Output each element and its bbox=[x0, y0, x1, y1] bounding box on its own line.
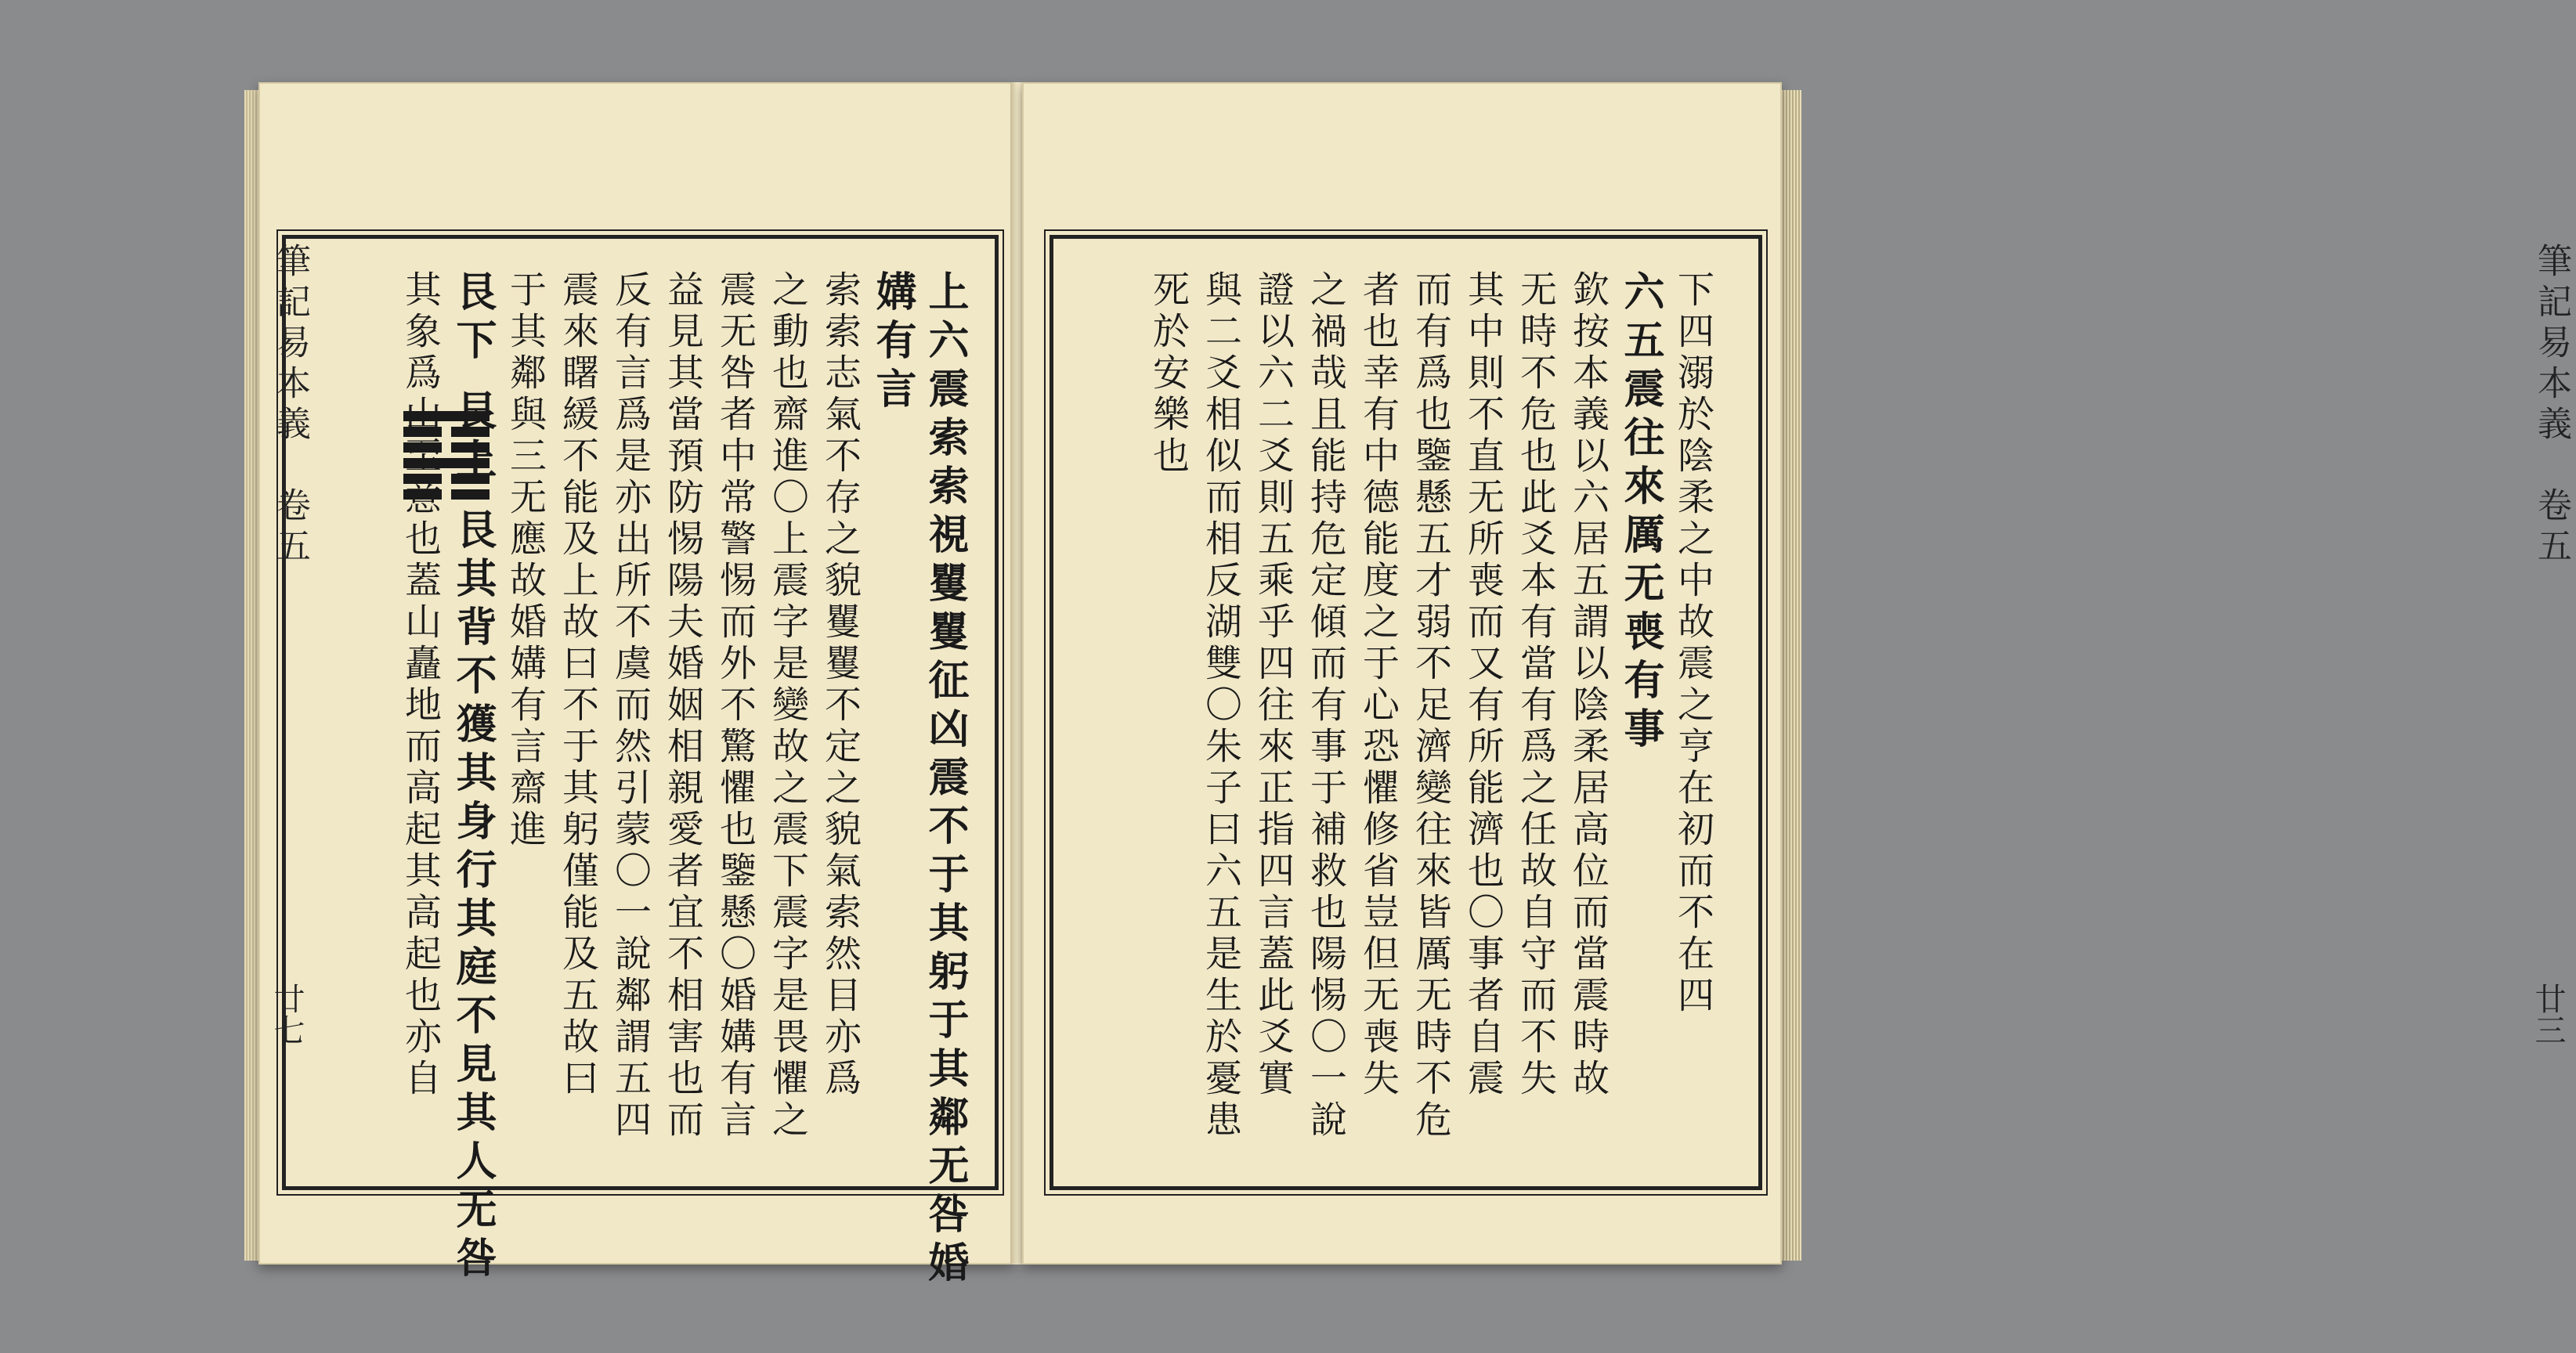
text-column: 索索志氣不存之貌矍矍不定之貌氣索然目亦爲 bbox=[818, 270, 862, 1100]
text-column: 與二爻相似而相反湖雙〇朱子曰六五是生於憂患 bbox=[1199, 270, 1242, 1142]
left-text-frame bbox=[282, 235, 999, 1290]
text-column: 无時不危也此爻本有當有爲之任故自守而不失 bbox=[1514, 270, 1557, 1100]
text-column: 死於安樂也 bbox=[1147, 270, 1190, 478]
right-page-number: 廿三 bbox=[2530, 983, 2566, 1045]
text-column: 欽按本義以六居五謂以陰柔居高位而當震時故 bbox=[1566, 270, 1610, 1100]
text-column: 其中則不直无所喪而又有所能濟也〇事者自震 bbox=[1461, 270, 1505, 1100]
left-text-columns bbox=[333, 270, 971, 1290]
right-page bbox=[1022, 82, 2571, 1265]
left-page-number: 廿七 bbox=[269, 983, 305, 1045]
text-column: 媾有言 bbox=[869, 270, 916, 416]
text-column: 其象爲山至意也蓋山矗地而高起其高起也亦自 bbox=[399, 270, 442, 1100]
text-column: 而有爲也鑒懸五才弱不足濟變往來皆厲无時不危 bbox=[1409, 270, 1452, 1142]
text-column: 益見其當預防惕陽夫婚姻相親愛者宜不相害也而 bbox=[661, 270, 704, 1142]
text-column: 之禍哉且能持危定傾而有事于補救也陽惕〇一說 bbox=[1304, 270, 1347, 1142]
text-column: 之動也齋進〇上震字是變故之震下震字是畏懼之 bbox=[766, 270, 809, 1142]
open-book bbox=[258, 82, 2571, 1290]
text-column: 反有言爲是亦出所不虞而然引蒙〇一說鄰謂五四 bbox=[609, 270, 652, 1142]
text-column: 六五震往來厲无喪有事 bbox=[1617, 270, 1664, 756]
text-column: 下四溺於陰柔之中故震之亨在初而不在四 bbox=[1671, 270, 1714, 1017]
text-column: 震來𥌓緩不能及上故曰不于其躬僅能及五故曰 bbox=[556, 270, 599, 1100]
text-column: 艮下 艮上 艮其背不獲其身行其庭不見其人无咎 bbox=[449, 270, 497, 1286]
text-column: 者也幸有中德能度之于心恐懼修省豈但无喪失 bbox=[1357, 270, 1400, 1100]
right-text-columns bbox=[1069, 270, 1719, 1178]
text-column: 證以六二爻則五乘乎四往來正指四言蓋此爻實 bbox=[1252, 270, 1295, 1100]
right-margin-title: 筆記易本義 卷五 bbox=[2531, 243, 2571, 568]
text-column: 震无咎者中常警惕而外不驚懼也鑒懸〇婚媾有言 bbox=[714, 270, 757, 1142]
left-margin-title: 筆記易本義 卷五 bbox=[270, 243, 310, 568]
text-column: 上六震索索視矍矍征凶震不于其躬于其鄰无咎婚 bbox=[921, 270, 969, 1290]
left-page bbox=[258, 82, 1014, 1290]
text-column: 于其鄰與三无應故婚媾有言齋進 bbox=[504, 270, 547, 851]
right-text-frame bbox=[1050, 235, 1762, 1190]
